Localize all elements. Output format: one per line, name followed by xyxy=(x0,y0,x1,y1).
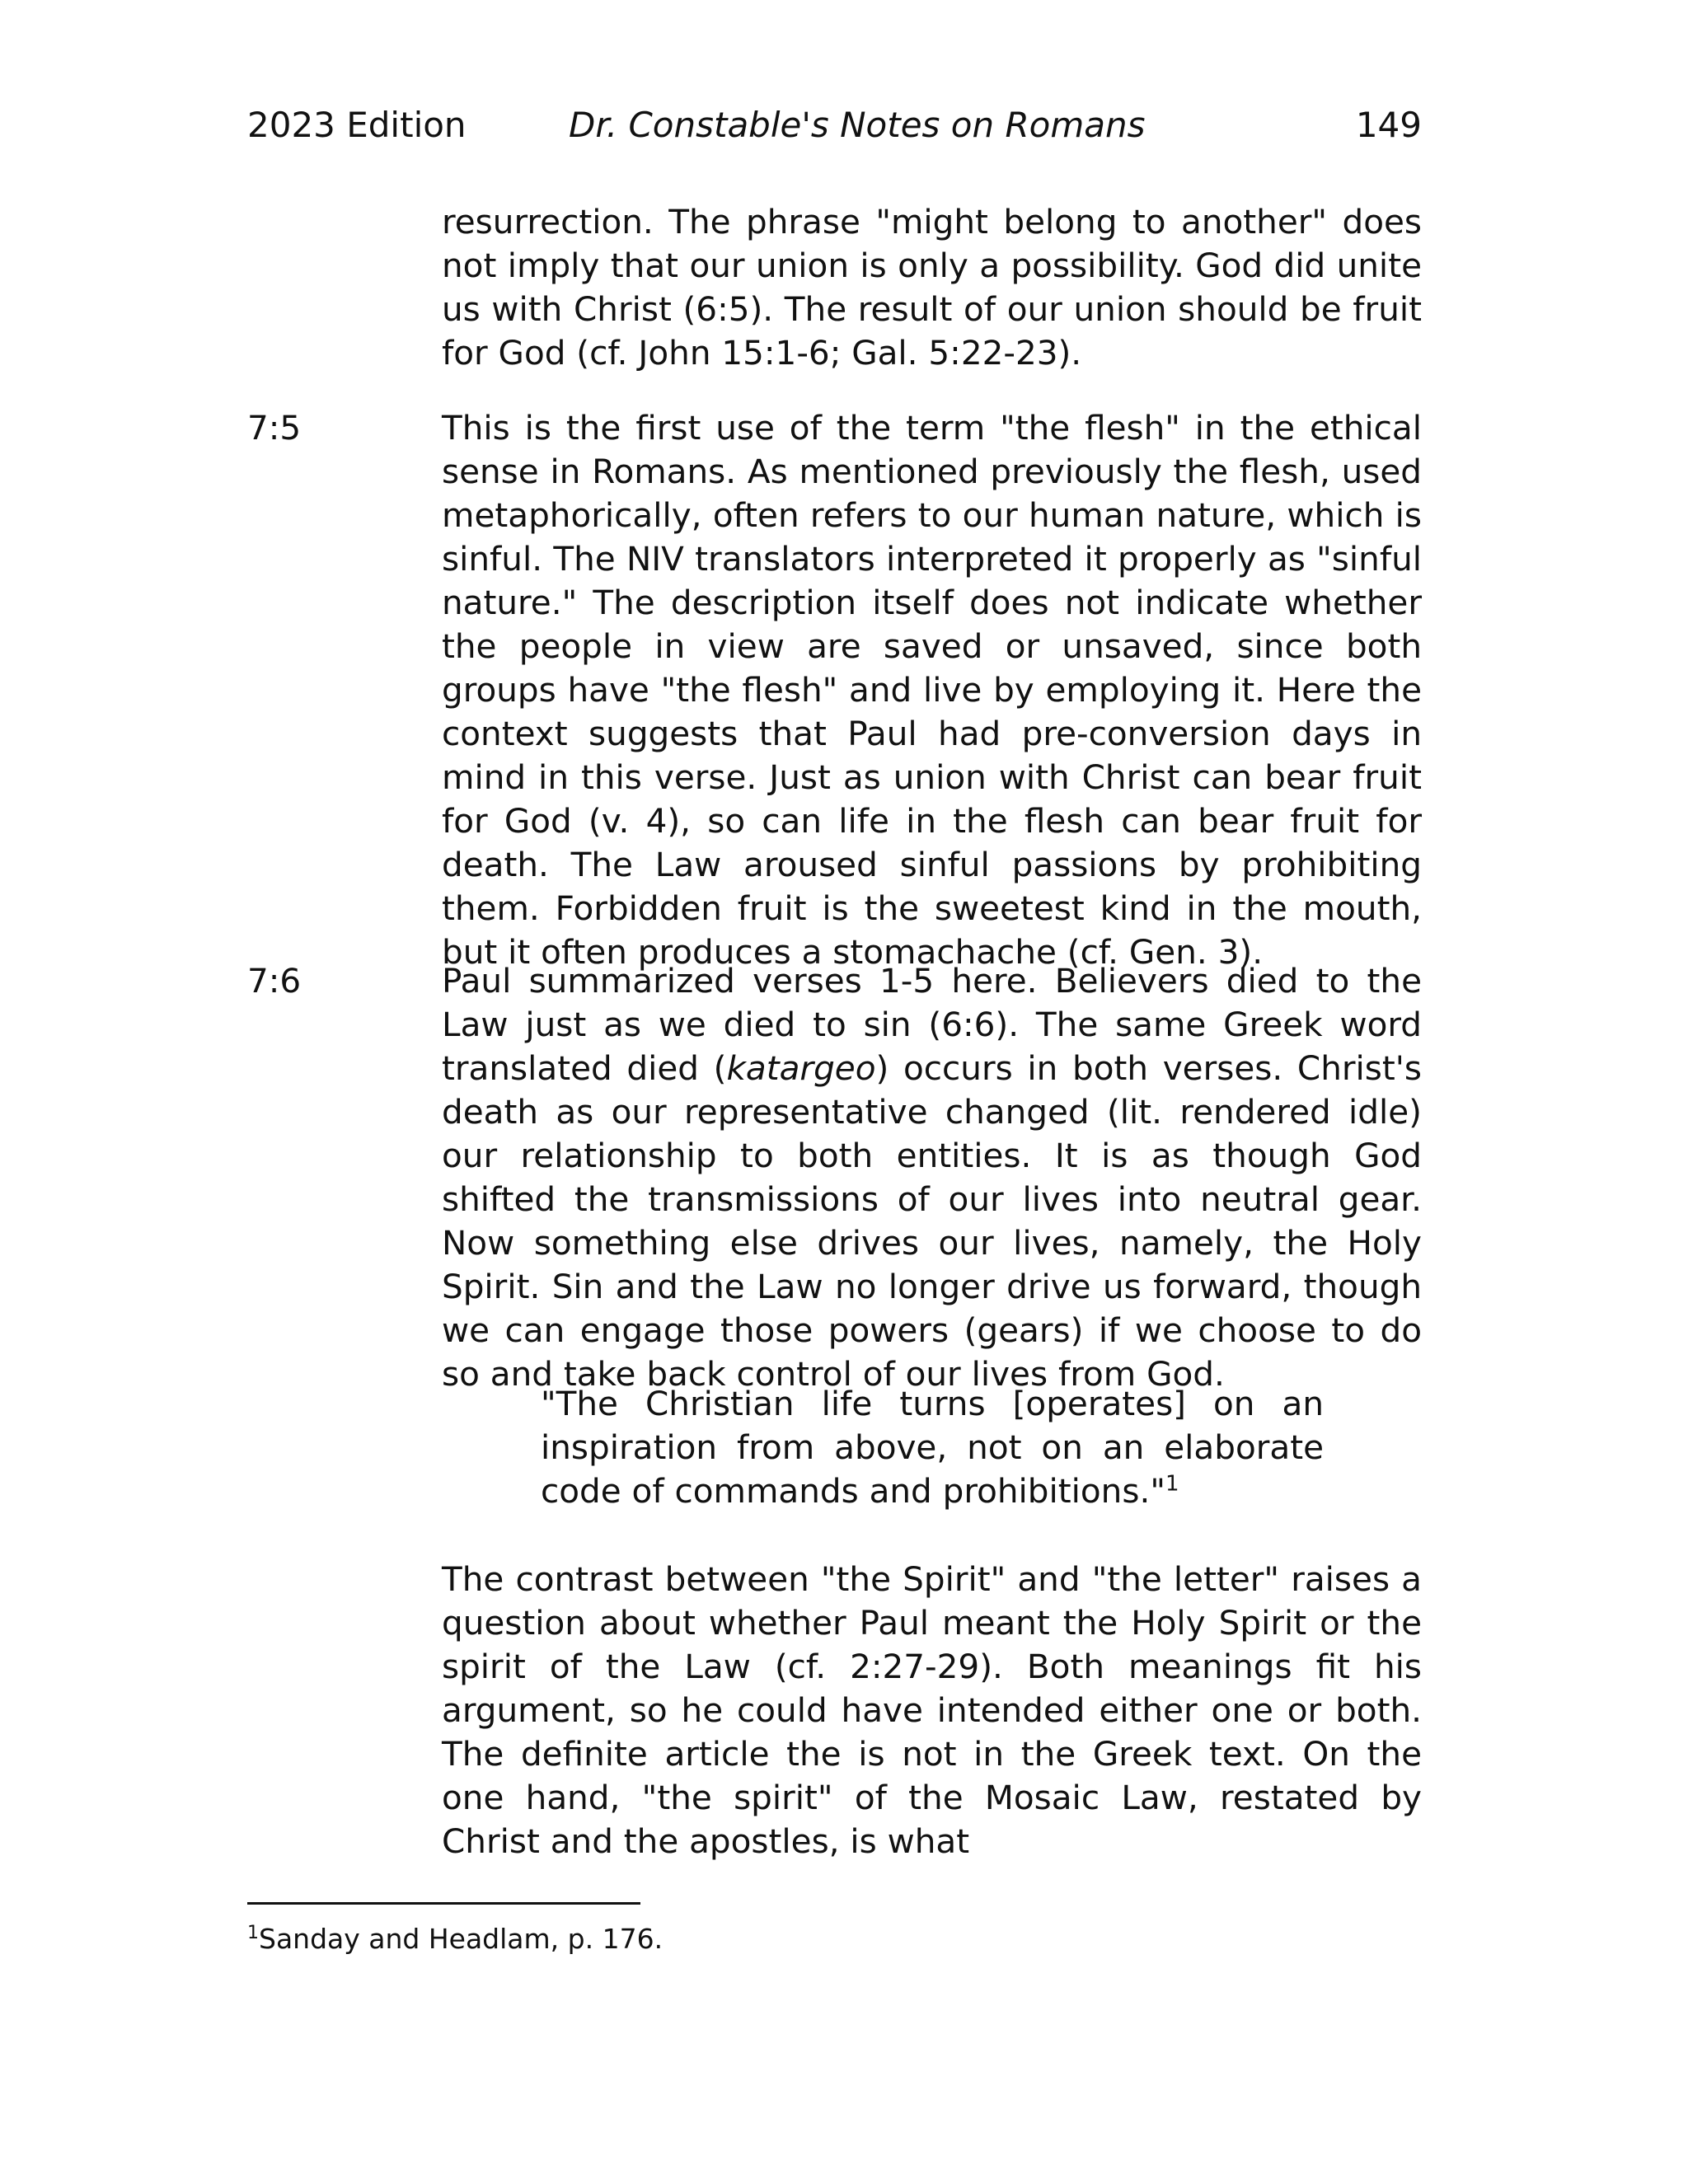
intro-paragraph: resurrection. The phrase "might belong to another" does not imply that our union is only a possibility. God did unite us with Christ (6:5). The result of our union should be fruit for God (cf. John 15:1-6; Gal. 5:22-23). xyxy=(442,202,1422,373)
footnote-reference[interactable]: 1 xyxy=(1165,1471,1179,1497)
commentary-7-6-continued: The contrast between "the Spirit" and "the letter" raises a question about whether Paul meant the Holy Spirit or the spirit of the Law (cf. 2:27-29). Both meanings fit his argument, so he could have intended either one or both. The definite article the is not in the Greek text. On the one hand, "the spirit" of the Mosaic Law, restated by Christ and the apostles, is what xyxy=(442,1559,1422,1861)
commentary-7-6-part-1: Paul summarized verses 1-5 here. Believers died to the Law just as we died to sin (6:6). The same Greek word translated died ( xyxy=(442,961,1422,1088)
block-quote xyxy=(541,1382,1324,1513)
verse-ref-7-5: 7:5 xyxy=(247,408,302,448)
footnote xyxy=(247,1920,663,1958)
commentary-7-6-part-2: ) occurs in both verses. Christ's death as our representative changed (lit. rendered idle) our relationship to both entities. It is as though God shifted the transmissions of our lives into neutral gear. Now something else drives our lives, namely, the Holy Spirit. Sin and the Law no longer drive us forward, though we can engage those powers (gears) if we choose to do so and take back control of our lives from God. xyxy=(442,1048,1422,1394)
greek-term: katargeo xyxy=(726,1048,876,1088)
commentary-7-6 xyxy=(442,959,1422,1396)
footnote-mark: 1 xyxy=(247,1923,259,1943)
quote-text: "The Christian life turns [operates] on an inspiration from above, not on an elaborate code of commands and prohibitions." xyxy=(541,1384,1324,1511)
edition-label: 2023 Edition xyxy=(247,105,467,145)
footnote-separator xyxy=(247,1902,640,1905)
verse-ref-7-6: 7:6 xyxy=(247,961,302,1001)
book-title: Dr. Constable's Notes on Romans xyxy=(569,105,1146,145)
footnote-text: Sanday and Headlam, p. 176. xyxy=(259,1923,663,1955)
page-number: 149 xyxy=(1355,105,1422,145)
commentary-7-5: This is the first use of the term "the flesh" in the ethical sense in Romans. As mentioned previously the flesh, used metaphorically, often refers to our human nature, which is sinful. The NIV translators interpreted it properly as "sinful nature." The description itself does not indicate whether the people in view are saved or unsaved, since both groups have "the flesh" and live by employing it. Here the context suggests that Paul had pre-conversion days in mind in this verse. Just as union with Christ can bear fruit for God (v. 4), so can life in the flesh can bear fruit for death. The Law aroused sinful passions by prohibiting them. Forbidden fruit is the sweetest kind in the mouth, but it often produces a stomachache (cf. Gen. 3). xyxy=(442,408,1422,972)
page-header xyxy=(247,101,1422,150)
